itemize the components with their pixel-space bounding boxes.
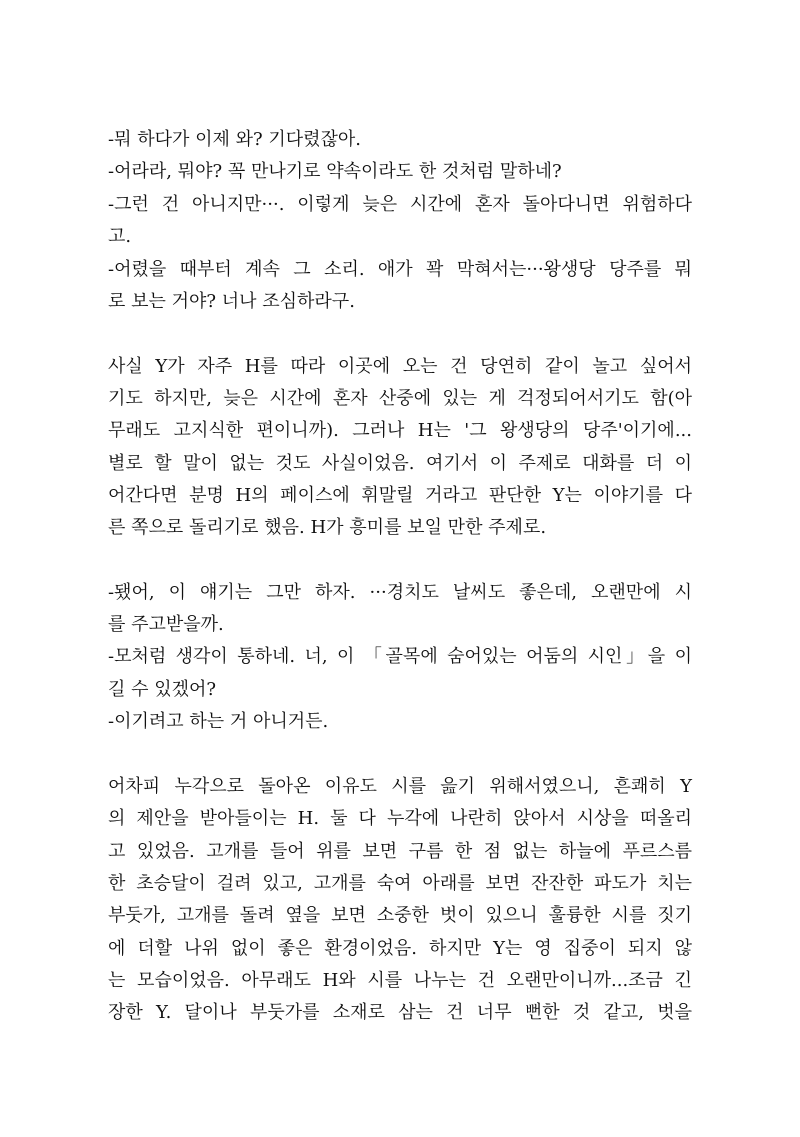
dialogue-line: 를 주고받을까. bbox=[108, 614, 224, 635]
paragraph-line: 른 쪽으로 돌리기로 했음. H가 흥미를 보일 만한 주제로. bbox=[108, 517, 547, 538]
paragraph-line: 에 더할 나위 없이 좋은 환경이었음. 하지만 Y는 영 집중이 되지 않 bbox=[108, 938, 692, 959]
paragraph-line: 고 있었음. 고개를 들어 위를 보면 구름 한 점 없는 하늘에 푸르스름 bbox=[108, 841, 692, 862]
dialogue-line: -뭐 하다가 이제 와? 기다렸잖아. bbox=[108, 129, 361, 150]
dialogue-line: -어렸을 때부터 계속 그 소리. 애가 꽉 막혀서는···왕생당 당주를 뭐 bbox=[108, 259, 692, 280]
dialogue-line: 고. bbox=[108, 226, 132, 247]
dialogue-line: -그런 건 아니지만···. 이렇게 늦은 시간에 혼자 돌아다니면 위험하다 bbox=[108, 194, 692, 215]
paragraph-line: 장한 Y. 달이나 부둣가를 소재로 삼는 건 너무 뻔한 것 같고, 벗을 bbox=[108, 1002, 692, 1023]
paragraph-line: 어간다면 분명 H의 페이스에 휘말릴 거라고 판단한 Y는 이야기를 다 bbox=[108, 485, 692, 506]
dialogue-line: 로 보는 거야? 너나 조심하라구. bbox=[108, 291, 355, 312]
paragraph-line: 의 제안을 받아들이는 H. 둘 다 누각에 나란히 앉아서 시상을 떠올리 bbox=[108, 808, 692, 829]
dialogue-line: -어라라, 뭐야? 꼭 만나기로 약속이라도 한 것처럼 말하네? bbox=[108, 161, 562, 182]
paragraph-line: 별로 할 말이 없는 것도 사실이었음. 여기서 이 주제로 대화를 더 이 bbox=[108, 453, 692, 474]
dialogue-line: -이기려고 하는 거 아니거든. bbox=[108, 711, 329, 732]
paragraph-line: 사실 Y가 자주 H를 따라 이곳에 오는 건 당연히 같이 놀고 싶어서 bbox=[108, 356, 692, 377]
paragraph-line: 한 초승달이 걸려 있고, 고개를 숙여 아래를 보면 잔잔한 파도가 치는 bbox=[108, 873, 692, 894]
paragraph-line: 무래도 고지식한 편이니까). 그러나 H는 '그 왕생당의 당주'이기에... bbox=[108, 420, 692, 441]
paragraph-line: 는 모습이었음. 아무래도 H와 시를 나누는 건 오랜만이니까...조금 긴 bbox=[108, 970, 692, 991]
dialogue-line: 길 수 있겠어? bbox=[108, 679, 217, 700]
paragraph-line: 부둣가, 고개를 돌려 옆을 보면 소중한 벗이 있으니 훌륭한 시를 짓기 bbox=[108, 905, 692, 926]
dialogue-line: -모처럼 생각이 통하네. 너, 이 「골목에 숨어있는 어둠의 시인」을 이 bbox=[108, 646, 692, 667]
paragraph-line: 기도 하지만, 늦은 시간에 혼자 산중에 있는 게 걱정되어서기도 함(아 bbox=[108, 388, 692, 409]
dialogue-line: -됐어, 이 얘기는 그만 하자. ···경치도 날씨도 좋은데, 오랜만에 시 bbox=[108, 582, 692, 603]
paragraph-line: 어차피 누각으로 돌아온 이유도 시를 읊기 위해서였으니, 흔쾌히 Y bbox=[108, 776, 692, 797]
